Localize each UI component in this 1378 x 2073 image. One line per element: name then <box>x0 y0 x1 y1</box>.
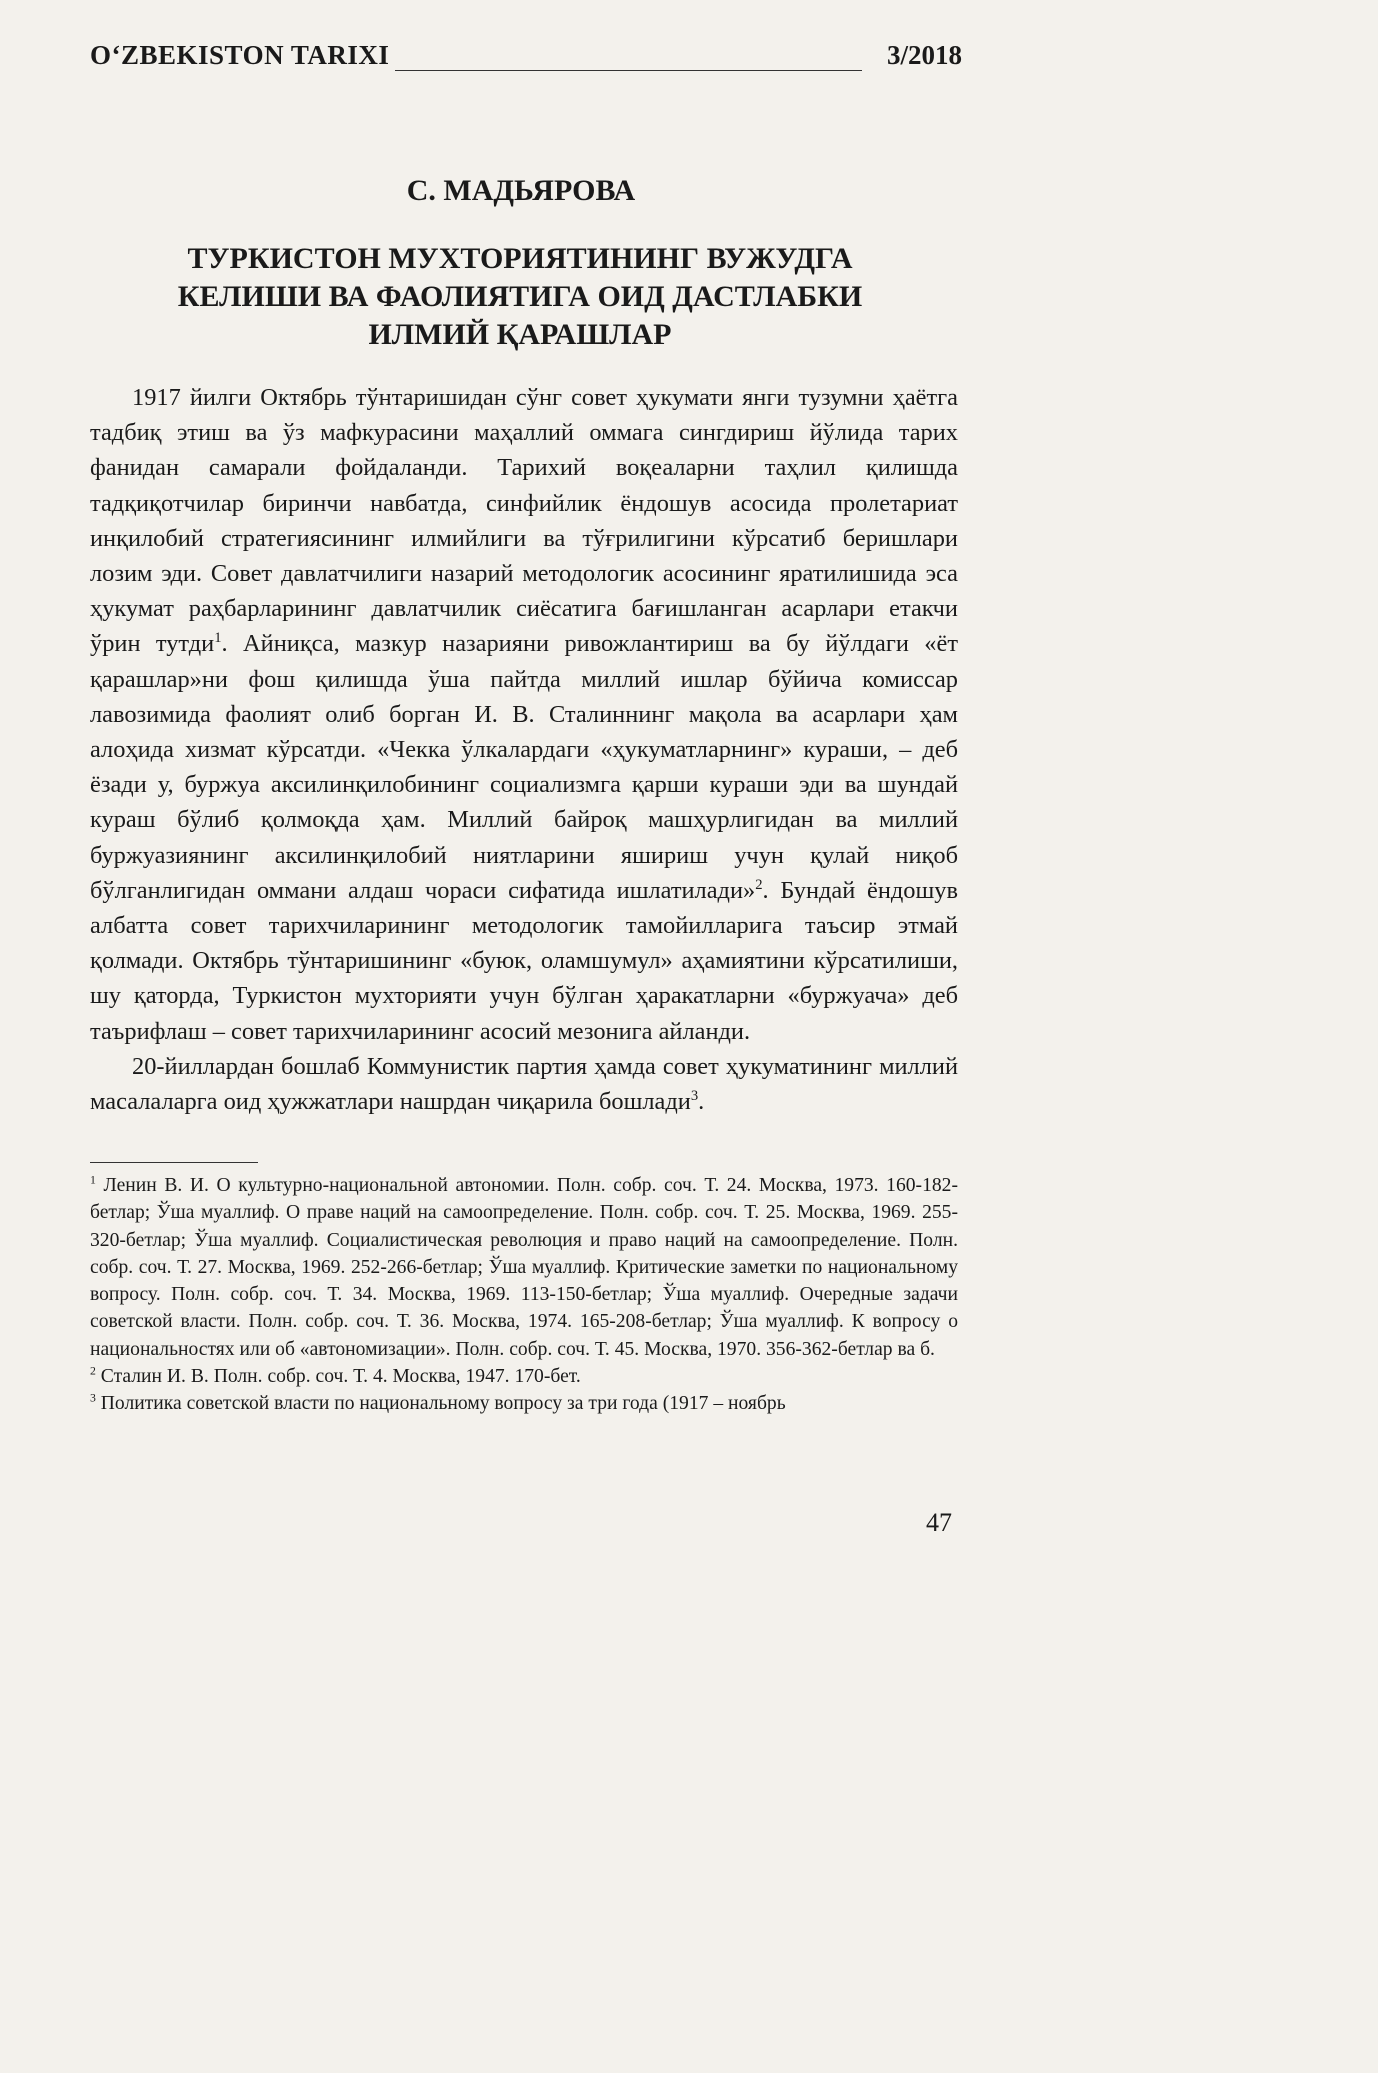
footnote-mark-1: 1 <box>90 1173 96 1187</box>
paragraph-1-text-a: 1917 йилги Октябрь тўнтаришидан сўнг совет ҳукумати янги тузумни ҳаётга тадбиқ этиш ва ўз мафкурасини маҳаллий оммага сингдириш йўлида тарих фанидан самарали фойдаланди. Тарихий воқеаларни таҳлил қилишда тадқиқотчилар биринчи навбатда, синфийлик ёндошув асосида пролетариат инқилобий стратегиясининг илмийлиги ва тўғрилигини кўрсатиб беришлари лозим эди. Совет давлатчилиги назарий методологик асосининг яратилишида эса ҳукумат раҳбарларининг давлатчилик сиёсатига бағишланган асарлари етакчи ўрин тутди <box>90 384 958 658</box>
paragraph-1-text-c: . Бундай ёндошув албатта совет тарихчиларининг методологик тамойилларига таъсир этмай қолмади. Октябрь тўнтаришининг «буюк, оламшумул» аҳамиятини кўрсатилиши, шу қаторда, Туркистон мухторияти учун бўлган ҳаракатларни «буржуача» деб таърифлаш – совет тарихчиларининг асосий мезонига айланди. <box>90 876 958 1045</box>
footnote-ref-2[interactable]: 2 <box>755 876 763 893</box>
article-title-line-3: ИЛМИЙ ҚАРАШЛАР <box>368 318 672 351</box>
footnote-2 <box>90 1363 958 1390</box>
article-body <box>90 380 958 1119</box>
footnote-3-text: Политика советской власти по национальному вопросу за три года (1917 – ноябрь <box>95 1393 786 1415</box>
footnote-1 <box>90 1172 958 1363</box>
paragraph-1-text-b: . Айниқса, мазкур назарияни ривожлантириш ва бу йўлдаги «ёт қарашлар»ни фош қилишда ўша пайтда миллий ишлар бўйича комиссар лавозимида фаолият олиб борган И. В. Сталиннинг мақола ва асарлари ҳам алоҳида хизмат кўрсатди. «Чекка ўлкалардаги «ҳукуматларнинг» кураши, – деб ёзади у, буржуа аксилинқилобининг социализмга қарши кураши эди ва шундай кураш бўлиб қолмоқда ҳам. Миллий байроқ машҳурлигидан ва миллий буржуазиянинг аксилинқилобий ниятларини яшириш учун қулай ниқоб бўлганлигидан оммани алдаш чораси сифатида ишлатилади» <box>90 630 958 904</box>
article-title <box>120 240 920 354</box>
issue-number: 3/2018 <box>886 40 962 70</box>
footnote-1-text: Ленин В. И. О культурно-национальной автономии. Полн. собр. соч. Т. 24. Москва, 1973. 160-182-бетлар; Ўша муаллиф. О праве наций на самоопределение. Полн. собр. соч. Т. 25. Москва, 1969. 255-320-бетлар; Ўша муаллиф. Социалистическая революция и право наций на самоопределение. Полн. собр. соч. Т. 27. Москва, 1969. 252-266-бетлар; Ўша муаллиф. Критические заметки по национальному вопросу. Полн. собр. соч. Т. 34. Москва, 1969. 113-150-бетлар; Ўша муаллиф. Очередные задачи советской власти. Полн. собр. соч. Т. 36. Москва, 1974. 165-208-бетлар; Ўша муаллиф. К вопросу о национальностях или об «автономизации». Полн. собр. соч. Т. 45. Москва, 1970. 356-362-бетлар ва б. <box>90 1175 958 1360</box>
footnote-ref-3[interactable]: 3 <box>690 1087 699 1104</box>
body-paragraph-1 <box>90 380 958 1049</box>
footnotes <box>90 1172 958 1418</box>
running-header <box>90 40 962 74</box>
article-title-line-1: ТУРКИСТОН МУХТОРИЯТИНИНГ ВУЖУДГА <box>187 242 853 275</box>
footnote-separator <box>90 1162 258 1163</box>
footnote-mark-3: 3 <box>90 1391 96 1405</box>
footnote-mark-2: 2 <box>90 1364 96 1378</box>
body-paragraph-2 <box>90 1049 958 1119</box>
page-number: 47 <box>926 1508 952 1537</box>
header-rule <box>395 70 862 71</box>
footnote-ref-1[interactable]: 1 <box>214 630 222 647</box>
footnote-3 <box>90 1390 958 1417</box>
journal-title: O‘ZBEKISTON TARIXI <box>90 40 390 70</box>
author-name: С. МАДЬЯРОВА <box>406 174 636 207</box>
footnote-2-text: Сталин И. В. Полн. собр. соч. Т. 4. Москва, 1947. 170-бет. <box>95 1366 581 1388</box>
paragraph-2-end: . <box>698 1088 705 1116</box>
article-title-line-2: КЕЛИШИ ВА ФАОЛИЯТИГА ОИД ДАСТЛАБКИ <box>177 280 863 313</box>
paragraph-2-text: 20-йиллардан бошлаб Коммунистик партия ҳамда совет ҳукуматининг миллий масалаларга оид ҳужжатлари нашрдан чиқарила бошлади <box>90 1052 958 1116</box>
